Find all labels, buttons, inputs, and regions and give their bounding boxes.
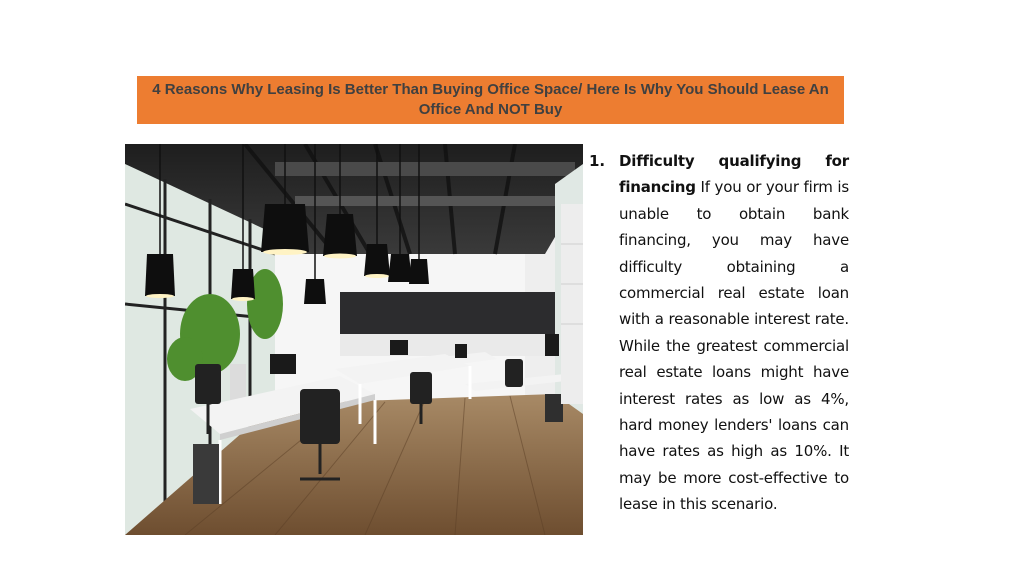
office-photo xyxy=(125,144,583,535)
slide-title: 4 Reasons Why Leasing Is Better Than Buying Office Space/ Here Is Why You Should Lease An Office And NOT Buy xyxy=(152,81,829,118)
reason-item xyxy=(589,148,849,518)
reason-heading: Difficulty qualifying for financing xyxy=(619,152,849,197)
title-banner xyxy=(137,76,844,124)
reason-number: 1. xyxy=(589,152,606,170)
reason-text: If you or your firm is unable to obtain bank financing, you may have difficulty obtaining a commercial real estate loan with a reasonable interest rate. While the greatest commercial real estate loans might have interest rates as low as 4%, hard money lenders' loans can have rates as high as 10%. It may be more cost-effective to lease in this scenario. xyxy=(619,178,849,514)
reason-body xyxy=(619,148,849,518)
